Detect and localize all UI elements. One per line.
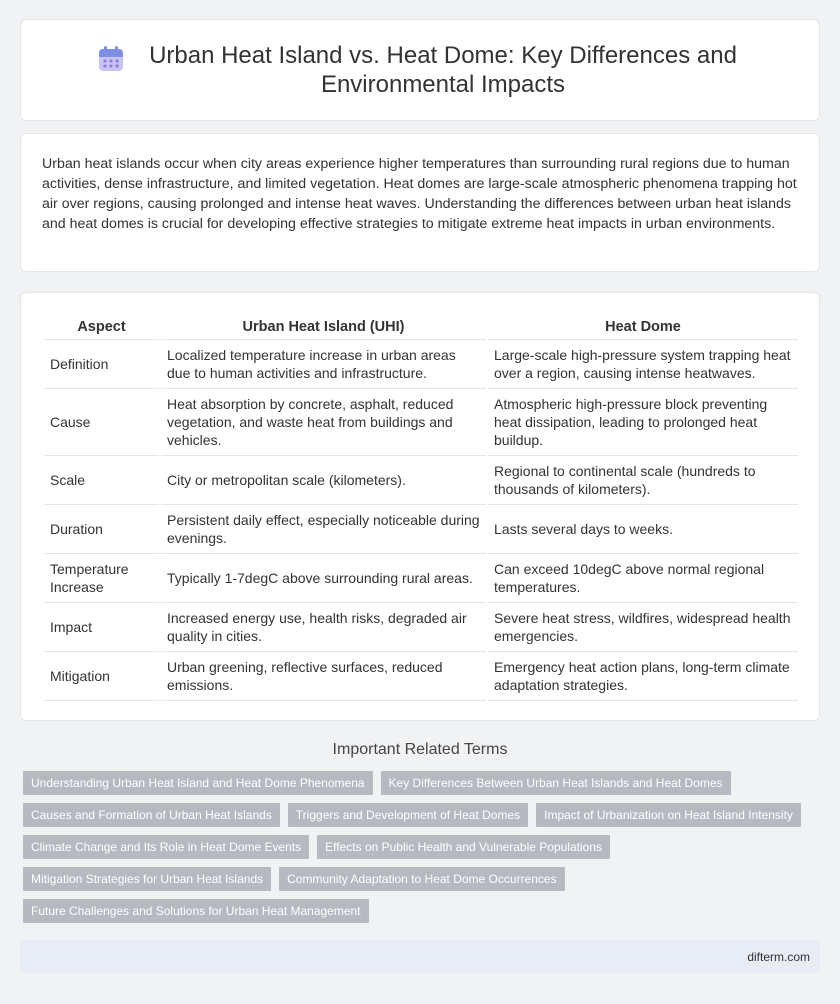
table-row (44, 603, 798, 652)
header-aspect: Aspect (44, 313, 159, 340)
row-heat-dome: Lasts several days to weeks. (488, 505, 798, 554)
table-header-row (44, 313, 798, 340)
related-terms-list (23, 771, 820, 931)
related-term-tag[interactable]: Mitigation Strategies for Urban Heat Islands (23, 867, 271, 891)
comparison-table-card (20, 292, 820, 721)
row-uhi: Urban greening, reflective surfaces, reduced emissions. (161, 652, 486, 701)
table-row (44, 340, 798, 389)
related-terms-section (0, 738, 840, 931)
table-row (44, 456, 798, 505)
related-term-tag[interactable]: Understanding Urban Heat Island and Heat Dome Phenomena (23, 771, 373, 795)
row-aspect: Scale (44, 456, 159, 505)
row-heat-dome: Atmospheric high-pressure block preventing heat dissipation, leading to prolonged heat buildup. (488, 389, 798, 456)
comparison-table (42, 313, 800, 701)
row-uhi: City or metropolitan scale (kilometers). (161, 456, 486, 505)
row-heat-dome: Emergency heat action plans, long-term climate adaptation strategies. (488, 652, 798, 701)
row-aspect: Duration (44, 505, 159, 554)
table-row (44, 554, 798, 603)
related-term-tag[interactable]: Effects on Public Health and Vulnerable Populations (317, 835, 610, 859)
calendar-icon (97, 45, 125, 73)
related-term-tag[interactable]: Causes and Formation of Urban Heat Islands (23, 803, 280, 827)
table-row (44, 652, 798, 701)
row-uhi: Heat absorption by concrete, asphalt, reduced vegetation, and waste heat from buildings and vehicles. (161, 389, 486, 456)
footer (20, 940, 820, 973)
header-card (20, 19, 820, 121)
related-term-tag[interactable]: Community Adaptation to Heat Dome Occurrences (279, 867, 564, 891)
table-row (44, 505, 798, 554)
row-heat-dome: Regional to continental scale (hundreds to thousands of kilometers). (488, 456, 798, 505)
row-heat-dome: Can exceed 10degC above normal regional temperatures. (488, 554, 798, 603)
row-aspect: Temperature Increase (44, 554, 159, 603)
table-row (44, 389, 798, 456)
related-term-tag[interactable]: Triggers and Development of Heat Domes (288, 803, 528, 827)
footer-site-link[interactable]: difterm.com (747, 949, 810, 964)
row-aspect: Definition (44, 340, 159, 389)
related-terms-title: Important Related Terms (332, 741, 508, 758)
row-aspect: Mitigation (44, 652, 159, 701)
row-uhi: Localized temperature increase in urban areas due to human activities and infrastructure. (161, 340, 486, 389)
related-term-tag[interactable]: Key Differences Between Urban Heat Islands and Heat Domes (381, 771, 731, 795)
related-term-tag[interactable]: Future Challenges and Solutions for Urban Heat Management (23, 899, 369, 923)
row-heat-dome: Large-scale high-pressure system trapping heat over a region, causing intense heatwaves. (488, 340, 798, 389)
row-uhi: Persistent daily effect, especially noticeable during evenings. (161, 505, 486, 554)
header-heat-dome: Heat Dome (488, 313, 798, 340)
page-title: Urban Heat Island vs. Heat Dome: Key Differences and Environmental Impacts (149, 42, 737, 98)
header-uhi: Urban Heat Island (UHI) (161, 313, 486, 340)
intro-paragraph: Urban heat islands occur when city areas experience higher temperatures than surrounding rural regions due to human activities, dense infrastructure, and limited vegetation. Heat domes are large-scale atmospheric phenomena trapping hot air over regions, causing prolonged and intense heat waves. Understanding the differences between urban heat islands and heat domes is crucial for developing effective strategies to mitigate extreme heat impacts in urban environments. (42, 156, 797, 232)
row-aspect: Impact (44, 603, 159, 652)
row-uhi: Typically 1-7degC above surrounding rural areas. (161, 554, 486, 603)
related-term-tag[interactable]: Climate Change and Its Role in Heat Dome Events (23, 835, 309, 859)
row-uhi: Increased energy use, health risks, degraded air quality in cities. (161, 603, 486, 652)
intro-card (20, 133, 820, 272)
row-aspect: Cause (44, 389, 159, 456)
related-term-tag[interactable]: Impact of Urbanization on Heat Island Intensity (536, 803, 801, 827)
row-heat-dome: Severe heat stress, wildfires, widespread health emergencies. (488, 603, 798, 652)
